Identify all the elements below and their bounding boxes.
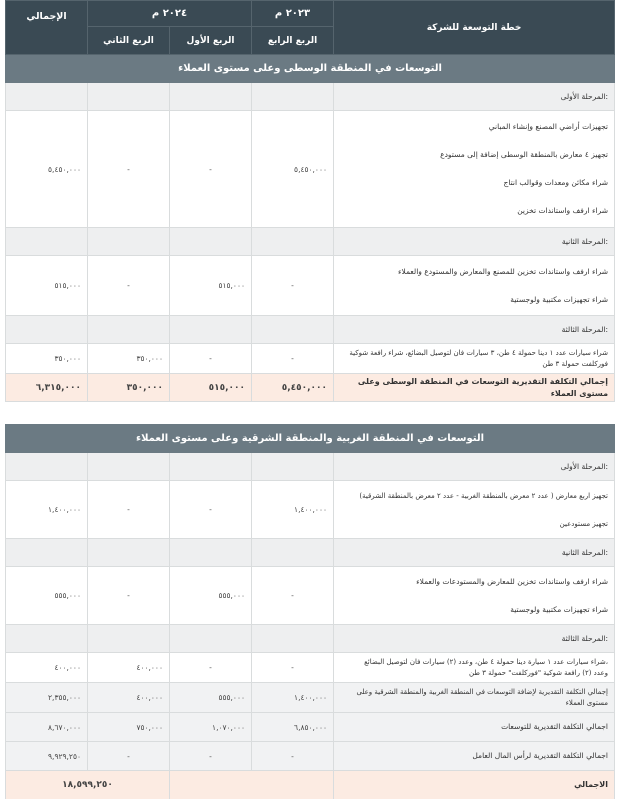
s2-phase1-label: المرحلة الأولى: bbox=[334, 453, 615, 481]
year-2024-header: ٢٠٢٤ م bbox=[88, 1, 252, 27]
s2-phase1-q2: - bbox=[88, 481, 170, 539]
s1-phase2-items bbox=[334, 256, 615, 316]
s1-phase1-item: تجهيز ٤ معارض بالمنطقة الوسطى إضافة إلى مستودع bbox=[440, 150, 609, 159]
working-capital-row bbox=[6, 742, 615, 771]
q4-header: الربع الرابع bbox=[252, 27, 334, 55]
year-2023-header: ٢٠٢٣ م bbox=[252, 1, 334, 27]
s1-phase1-item: شراء مكائن ومعدات وقوالب انتاج bbox=[503, 178, 609, 187]
s2-phase1-label-row bbox=[6, 453, 615, 481]
header-row-top bbox=[6, 1, 615, 27]
s2-summary-total: ٢,٣٥٥,٠٠٠ bbox=[6, 683, 88, 713]
s2-phase2-label-row bbox=[6, 539, 615, 567]
s2-phase3-total: ٤٠٠,٠٠٠ bbox=[6, 653, 88, 683]
s2-phase1-q1: - bbox=[170, 481, 252, 539]
s1-phase1-items bbox=[334, 111, 615, 228]
s2-phase1-item: تجهيز مستودعين bbox=[559, 519, 609, 528]
s1-phase3-q1: - bbox=[170, 344, 252, 374]
s1-phase1-label-row bbox=[6, 83, 615, 111]
s2-phase2-row bbox=[6, 567, 615, 625]
q2-header: الربع الثاني bbox=[88, 27, 170, 55]
s1-phase2-q1: ٥١٥,٠٠٠ bbox=[170, 256, 252, 316]
s1-summary-row bbox=[6, 374, 615, 402]
s2-phase2-items bbox=[334, 567, 615, 625]
s2-phase2-q4: - bbox=[252, 567, 334, 625]
section-2-title: التوسعات في المنطقة الغربية والمنطقة الشرقية وعلى مستوى العملاء bbox=[6, 425, 615, 453]
s1-phase1-q2: - bbox=[88, 111, 170, 228]
s2-phase1-item: تجهيز اربع معارض ( عدد ٢ معرض بالمنطقة الغربية - عدد ٢ معرض بالمنطقة الشرقية) bbox=[359, 491, 609, 500]
s1-phase3-label: المرحلة الثالثة: bbox=[334, 316, 615, 344]
s1-phase3-total: ٣٥٠,٠٠٠ bbox=[6, 344, 88, 374]
s1-phase2-label: المرحلة الثانية: bbox=[334, 228, 615, 256]
s1-summary-label: إجمالي التكلفة التقديرية التوسعات في المنطقة الوسطى وعلى مستوى العملاء bbox=[334, 374, 615, 402]
s2-phase1-row bbox=[6, 481, 615, 539]
expansions-q1: ١,٠٧٠,٠٠٠ bbox=[170, 713, 252, 742]
working-capital-total: ٩,٩٢٩,٢٥٠ bbox=[6, 742, 88, 771]
s1-phase1-label: المرحلة الأولى: bbox=[334, 83, 615, 111]
s1-phase1-total: ٥,٤٥٠,٠٠٠ bbox=[6, 111, 88, 228]
s2-phase3-q4: - bbox=[252, 653, 334, 683]
s1-phase3-q4: - bbox=[252, 344, 334, 374]
s1-phase2-item: شراء ارفف واستاندات تخزين للمصنع والمعارض والمستودع والعملاء bbox=[397, 266, 609, 276]
s2-phase2-item: شراء ارفف واستاندات تخزين للمعارض والمستودعات والعملاء bbox=[416, 576, 609, 586]
s1-phase3-desc bbox=[334, 344, 615, 374]
s1-phase2-row bbox=[6, 256, 615, 316]
s1-phase2-label-row bbox=[6, 228, 615, 256]
section-gap bbox=[6, 402, 615, 425]
section-2-title-row bbox=[6, 425, 615, 453]
s2-phase1-total: ١,٤٠٠,٠٠٠ bbox=[6, 481, 88, 539]
s2-summary-line: إجمالي التكلفة التقديرية لإضافة التوسعات في المنطقة الغربية والمنطقة الشرقية وعلى bbox=[356, 688, 609, 696]
working-capital-q1: - bbox=[170, 742, 252, 771]
s2-summary-row bbox=[6, 683, 615, 713]
s2-phase3-q1: - bbox=[170, 653, 252, 683]
s1-phase3-line: شراء سيارات عدد ١ دينا حمولة ٤ طن، ٣ سيارات فان لتوصيل البضائع، شراء رافعة شوكية bbox=[349, 349, 609, 357]
expansion-plan-table bbox=[5, 0, 615, 799]
s1-phase2-total: ٥١٥,٠٠٠ bbox=[6, 256, 88, 316]
plan-title-header: خطة التوسعة للشركة bbox=[334, 1, 615, 55]
s2-phase3-row bbox=[6, 653, 615, 683]
grand-total-value: ١٨,٥٩٩,٢٥٠ bbox=[6, 771, 170, 799]
s1-summary-q4: ٥,٤٥٠,٠٠٠ bbox=[252, 374, 334, 402]
section-1-title-row bbox=[6, 55, 615, 83]
s1-phase3-q2: ٣٥٠,٠٠٠ bbox=[88, 344, 170, 374]
s1-phase3-line: فوركلفت حمولة ٣ طن bbox=[542, 359, 609, 368]
s1-summary-q1: ٥١٥,٠٠٠ bbox=[170, 374, 252, 402]
expansions-label: اجمالي التكلفة التقديرية للتوسعات bbox=[334, 713, 615, 742]
working-capital-q4: - bbox=[252, 742, 334, 771]
s2-phase3-label-row bbox=[6, 625, 615, 653]
q1-header: الربع الأول bbox=[170, 27, 252, 55]
s1-phase1-row bbox=[6, 111, 615, 228]
s1-phase2-q4: - bbox=[252, 256, 334, 316]
s2-phase3-desc bbox=[334, 653, 615, 683]
working-capital-q2: - bbox=[88, 742, 170, 771]
s1-phase3-row bbox=[6, 344, 615, 374]
s2-phase1-items bbox=[334, 481, 615, 539]
s2-phase2-item: شراء تجهيزات مكتبية ولوجستية bbox=[510, 604, 609, 614]
s1-phase1-item: شراء ارفف واستاندات تخزين bbox=[517, 206, 609, 215]
s2-summary-q4: ١,٤٠٠,٠٠٠ bbox=[252, 683, 334, 713]
s2-summary-q2: ٤٠٠,٠٠٠ bbox=[88, 683, 170, 713]
total-header: الإجمالي bbox=[6, 1, 88, 55]
s1-phase3-label-row bbox=[6, 316, 615, 344]
section-1-title: التوسعات في المنطقة الوسطى وعلى مستوى العملاء bbox=[6, 55, 615, 83]
s2-phase2-q1: ٥٥٥,٠٠٠ bbox=[170, 567, 252, 625]
s2-phase3-line: وعدد (٢) رافعة شوكية "فوركلفت" حمولة ٣ طن bbox=[468, 668, 609, 677]
s1-phase1-q4: ٥,٤٥٠,٠٠٠ bbox=[252, 111, 334, 228]
s2-phase3-label: المرحلة الثالثة: bbox=[334, 625, 615, 653]
s1-summary-q2: ٣٥٠,٠٠٠ bbox=[88, 374, 170, 402]
s2-phase2-total: ٥٥٥,٠٠٠ bbox=[6, 567, 88, 625]
s1-phase2-q2: - bbox=[88, 256, 170, 316]
s2-phase3-q2: ٤٠٠,٠٠٠ bbox=[88, 653, 170, 683]
expansions-total: ٨,٦٧٠,٠٠٠ bbox=[6, 713, 88, 742]
s1-phase2-item: شراء تجهيزات مكتبية ولوجستية bbox=[510, 294, 609, 304]
expansions-q4: ٦,٨٥٠,٠٠٠ bbox=[252, 713, 334, 742]
s2-phase2-q2: - bbox=[88, 567, 170, 625]
s1-phase1-q1: - bbox=[170, 111, 252, 228]
grand-total-label: الاجمالي bbox=[334, 771, 615, 799]
s2-summary-q1: ٥٥٥,٠٠٠ bbox=[170, 683, 252, 713]
grand-total-row bbox=[6, 771, 615, 799]
s2-summary-line: مستوى العملاء bbox=[565, 698, 609, 707]
s2-phase3-line: شراء سيارات عدد ١ سيارة دينا حمولة ٤ طن، وعدد (٢) سيارات فان لتوصيل البضائع، bbox=[364, 658, 609, 666]
s1-summary-total: ٦,٣١٥,٠٠٠ bbox=[6, 374, 88, 402]
expansions-total-row bbox=[6, 713, 615, 742]
working-capital-label: اجمالي التكلفة التقديرية لرأس المال العامل bbox=[334, 742, 615, 771]
s2-summary-label bbox=[334, 683, 615, 713]
s1-phase1-item: تجهيزات أراضي المصنع وإنشاء المباني bbox=[488, 122, 609, 131]
s2-phase1-q4: ١,٤٠٠,٠٠٠ bbox=[252, 481, 334, 539]
s2-phase2-label: المرحلة الثانية: bbox=[334, 539, 615, 567]
expansions-q2: ٧٥٠,٠٠٠ bbox=[88, 713, 170, 742]
